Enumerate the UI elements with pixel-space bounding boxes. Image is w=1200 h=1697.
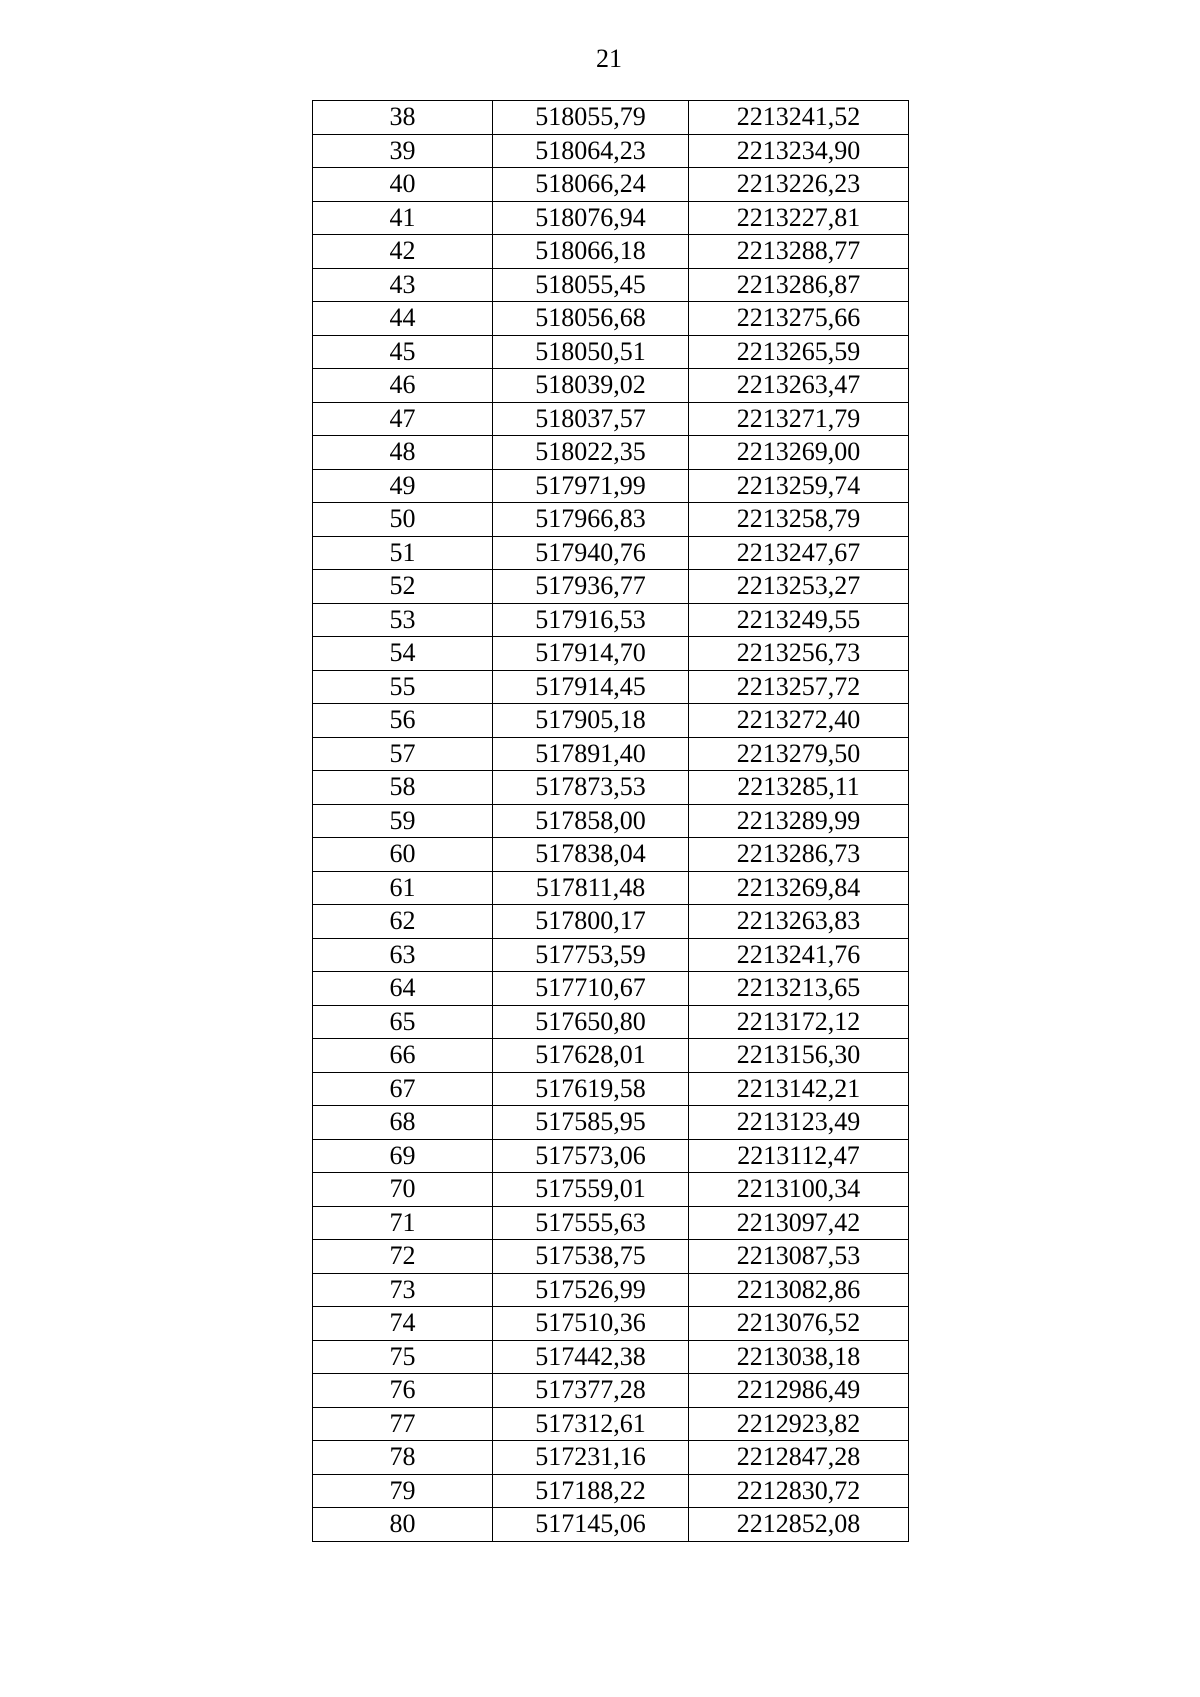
table-row	[313, 134, 909, 168]
point-number-cell: 74	[313, 1307, 493, 1341]
y-coordinate-cell: 2213142,21	[689, 1072, 909, 1106]
table-row	[313, 905, 909, 939]
point-number-cell: 40	[313, 168, 493, 202]
table-row	[313, 972, 909, 1006]
table-row	[313, 603, 909, 637]
y-coordinate-cell: 2213258,79	[689, 503, 909, 537]
x-coordinate-cell: 518050,51	[493, 335, 689, 369]
y-coordinate-cell: 2213234,90	[689, 134, 909, 168]
table-row	[313, 1005, 909, 1039]
x-coordinate-cell: 517526,99	[493, 1273, 689, 1307]
x-coordinate-cell: 517628,01	[493, 1039, 689, 1073]
x-coordinate-cell: 517753,59	[493, 938, 689, 972]
x-coordinate-cell: 517966,83	[493, 503, 689, 537]
x-coordinate-cell: 517619,58	[493, 1072, 689, 1106]
x-coordinate-cell: 518022,35	[493, 436, 689, 470]
x-coordinate-cell: 518064,23	[493, 134, 689, 168]
point-number-cell: 49	[313, 469, 493, 503]
table-row	[313, 871, 909, 905]
y-coordinate-cell: 2212923,82	[689, 1407, 909, 1441]
point-number-cell: 64	[313, 972, 493, 1006]
y-coordinate-cell: 2213286,73	[689, 838, 909, 872]
point-number-cell: 73	[313, 1273, 493, 1307]
point-number-cell: 56	[313, 704, 493, 738]
table-row	[313, 1374, 909, 1408]
point-number-cell: 65	[313, 1005, 493, 1039]
point-number-cell: 71	[313, 1206, 493, 1240]
x-coordinate-cell: 517905,18	[493, 704, 689, 738]
x-coordinate-cell: 517377,28	[493, 1374, 689, 1408]
x-coordinate-cell: 517914,70	[493, 637, 689, 671]
y-coordinate-cell: 2213257,72	[689, 670, 909, 704]
table-row	[313, 737, 909, 771]
y-coordinate-cell: 2213269,00	[689, 436, 909, 470]
table-row	[313, 369, 909, 403]
y-coordinate-cell: 2213172,12	[689, 1005, 909, 1039]
y-coordinate-cell: 2213241,52	[689, 101, 909, 135]
point-number-cell: 69	[313, 1139, 493, 1173]
y-coordinate-cell: 2213265,59	[689, 335, 909, 369]
y-coordinate-cell: 2213253,27	[689, 570, 909, 604]
x-coordinate-cell: 517510,36	[493, 1307, 689, 1341]
y-coordinate-cell: 2213213,65	[689, 972, 909, 1006]
point-number-cell: 43	[313, 268, 493, 302]
x-coordinate-cell: 517573,06	[493, 1139, 689, 1173]
y-coordinate-cell: 2213256,73	[689, 637, 909, 671]
point-number-cell: 38	[313, 101, 493, 135]
y-coordinate-cell: 2212847,28	[689, 1441, 909, 1475]
point-number-cell: 60	[313, 838, 493, 872]
coordinates-table-body	[313, 101, 909, 1542]
x-coordinate-cell: 518055,79	[493, 101, 689, 135]
y-coordinate-cell: 2213271,79	[689, 402, 909, 436]
point-number-cell: 55	[313, 670, 493, 704]
x-coordinate-cell: 517858,00	[493, 804, 689, 838]
y-coordinate-cell: 2213263,83	[689, 905, 909, 939]
point-number-cell: 67	[313, 1072, 493, 1106]
x-coordinate-cell: 517555,63	[493, 1206, 689, 1240]
table-row	[313, 201, 909, 235]
point-number-cell: 53	[313, 603, 493, 637]
x-coordinate-cell: 518039,02	[493, 369, 689, 403]
x-coordinate-cell: 517650,80	[493, 1005, 689, 1039]
table-row	[313, 503, 909, 537]
point-number-cell: 66	[313, 1039, 493, 1073]
x-coordinate-cell: 517811,48	[493, 871, 689, 905]
y-coordinate-cell: 2212852,08	[689, 1508, 909, 1542]
table-row	[313, 1307, 909, 1341]
point-number-cell: 45	[313, 335, 493, 369]
table-row	[313, 1039, 909, 1073]
x-coordinate-cell: 517442,38	[493, 1340, 689, 1374]
table-row	[313, 536, 909, 570]
x-coordinate-cell: 517916,53	[493, 603, 689, 637]
x-coordinate-cell: 518076,94	[493, 201, 689, 235]
x-coordinate-cell: 518055,45	[493, 268, 689, 302]
table-row	[313, 1206, 909, 1240]
table-row	[313, 637, 909, 671]
y-coordinate-cell: 2213259,74	[689, 469, 909, 503]
point-number-cell: 68	[313, 1106, 493, 1140]
table-row	[313, 1273, 909, 1307]
x-coordinate-cell: 518037,57	[493, 402, 689, 436]
x-coordinate-cell: 517188,22	[493, 1474, 689, 1508]
y-coordinate-cell: 2213156,30	[689, 1039, 909, 1073]
y-coordinate-cell: 2213227,81	[689, 201, 909, 235]
y-coordinate-cell: 2213263,47	[689, 369, 909, 403]
point-number-cell: 63	[313, 938, 493, 972]
y-coordinate-cell: 2213226,23	[689, 168, 909, 202]
table-row	[313, 1508, 909, 1542]
point-number-cell: 76	[313, 1374, 493, 1408]
point-number-cell: 48	[313, 436, 493, 470]
y-coordinate-cell: 2213100,34	[689, 1173, 909, 1207]
y-coordinate-cell: 2213087,53	[689, 1240, 909, 1274]
table-row	[313, 1240, 909, 1274]
point-number-cell: 50	[313, 503, 493, 537]
x-coordinate-cell: 518056,68	[493, 302, 689, 336]
table-row	[313, 168, 909, 202]
y-coordinate-cell: 2213249,55	[689, 603, 909, 637]
table-row	[313, 570, 909, 604]
y-coordinate-cell: 2213272,40	[689, 704, 909, 738]
x-coordinate-cell: 517145,06	[493, 1508, 689, 1542]
x-coordinate-cell: 517891,40	[493, 737, 689, 771]
table-row	[313, 268, 909, 302]
point-number-cell: 77	[313, 1407, 493, 1441]
y-coordinate-cell: 2213285,11	[689, 771, 909, 805]
point-number-cell: 78	[313, 1441, 493, 1475]
x-coordinate-cell: 517312,61	[493, 1407, 689, 1441]
table-row	[313, 402, 909, 436]
x-coordinate-cell: 517559,01	[493, 1173, 689, 1207]
point-number-cell: 42	[313, 235, 493, 269]
table-row	[313, 1106, 909, 1140]
point-number-cell: 80	[313, 1508, 493, 1542]
table-row	[313, 1340, 909, 1374]
table-row	[313, 1173, 909, 1207]
table-row	[313, 1441, 909, 1475]
point-number-cell: 61	[313, 871, 493, 905]
x-coordinate-cell: 518066,18	[493, 235, 689, 269]
y-coordinate-cell: 2213247,67	[689, 536, 909, 570]
y-coordinate-cell: 2213097,42	[689, 1206, 909, 1240]
table-row	[313, 469, 909, 503]
table-row	[313, 335, 909, 369]
table-row	[313, 1474, 909, 1508]
x-coordinate-cell: 517231,16	[493, 1441, 689, 1475]
point-number-cell: 54	[313, 637, 493, 671]
point-number-cell: 58	[313, 771, 493, 805]
point-number-cell: 75	[313, 1340, 493, 1374]
x-coordinate-cell: 518066,24	[493, 168, 689, 202]
x-coordinate-cell: 517940,76	[493, 536, 689, 570]
x-coordinate-cell: 517873,53	[493, 771, 689, 805]
y-coordinate-cell: 2213241,76	[689, 938, 909, 972]
table-row	[313, 235, 909, 269]
table-row	[313, 1139, 909, 1173]
point-number-cell: 59	[313, 804, 493, 838]
x-coordinate-cell: 517538,75	[493, 1240, 689, 1274]
y-coordinate-cell: 2213269,84	[689, 871, 909, 905]
y-coordinate-cell: 2212830,72	[689, 1474, 909, 1508]
coordinates-table	[312, 100, 909, 1542]
y-coordinate-cell: 2213038,18	[689, 1340, 909, 1374]
page-number: 21	[596, 44, 622, 73]
point-number-cell: 72	[313, 1240, 493, 1274]
table-row	[313, 938, 909, 972]
point-number-cell: 44	[313, 302, 493, 336]
point-number-cell: 79	[313, 1474, 493, 1508]
point-number-cell: 41	[313, 201, 493, 235]
point-number-cell: 52	[313, 570, 493, 604]
point-number-cell: 46	[313, 369, 493, 403]
y-coordinate-cell: 2213279,50	[689, 737, 909, 771]
x-coordinate-cell: 517710,67	[493, 972, 689, 1006]
table-row	[313, 838, 909, 872]
x-coordinate-cell: 517936,77	[493, 570, 689, 604]
y-coordinate-cell: 2213082,86	[689, 1273, 909, 1307]
table-row	[313, 1072, 909, 1106]
point-number-cell: 62	[313, 905, 493, 939]
point-number-cell: 57	[313, 737, 493, 771]
y-coordinate-cell: 2213123,49	[689, 1106, 909, 1140]
x-coordinate-cell: 517838,04	[493, 838, 689, 872]
table-row	[313, 101, 909, 135]
table-row	[313, 1407, 909, 1441]
x-coordinate-cell: 517585,95	[493, 1106, 689, 1140]
y-coordinate-cell: 2213076,52	[689, 1307, 909, 1341]
point-number-cell: 47	[313, 402, 493, 436]
table-row	[313, 670, 909, 704]
table-row	[313, 804, 909, 838]
point-number-cell: 70	[313, 1173, 493, 1207]
y-coordinate-cell: 2212986,49	[689, 1374, 909, 1408]
table-row	[313, 771, 909, 805]
y-coordinate-cell: 2213289,99	[689, 804, 909, 838]
table-row	[313, 436, 909, 470]
point-number-cell: 51	[313, 536, 493, 570]
y-coordinate-cell: 2213275,66	[689, 302, 909, 336]
x-coordinate-cell: 517800,17	[493, 905, 689, 939]
y-coordinate-cell: 2213112,47	[689, 1139, 909, 1173]
x-coordinate-cell: 517971,99	[493, 469, 689, 503]
table-row	[313, 704, 909, 738]
y-coordinate-cell: 2213286,87	[689, 268, 909, 302]
point-number-cell: 39	[313, 134, 493, 168]
y-coordinate-cell: 2213288,77	[689, 235, 909, 269]
table-row	[313, 302, 909, 336]
x-coordinate-cell: 517914,45	[493, 670, 689, 704]
